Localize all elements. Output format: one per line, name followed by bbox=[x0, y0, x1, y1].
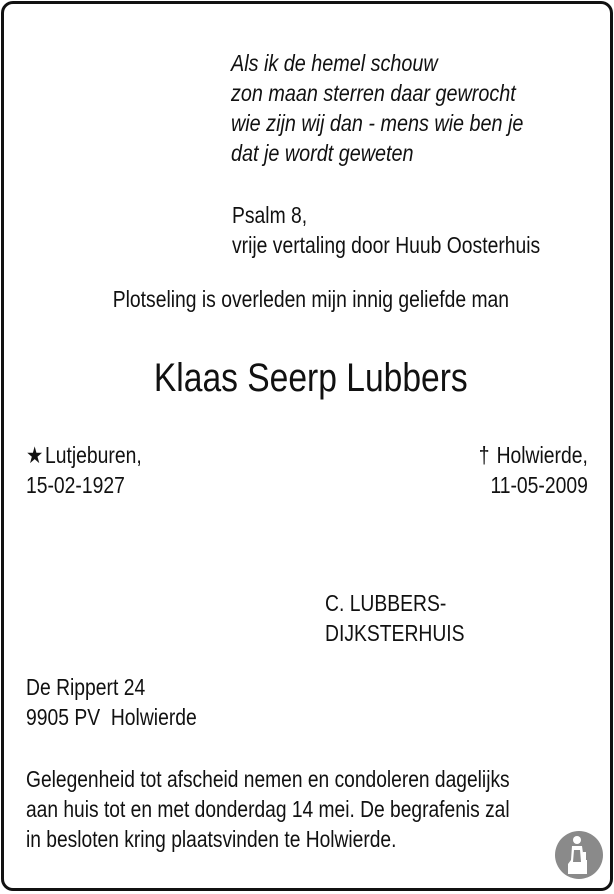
poem-line: wie zijn wij dan - mens wie ben je bbox=[231, 110, 524, 136]
closing-line: aan huis tot en met donderdag 14 mei. De begrafenis zal bbox=[26, 796, 510, 822]
birth-place: Lutjeburen, bbox=[45, 442, 142, 468]
birth-place-line bbox=[26, 440, 142, 470]
poem-line: Als ik de hemel schouw bbox=[231, 50, 438, 76]
death-place-line bbox=[479, 440, 588, 470]
death-place: Holwierde, bbox=[496, 442, 588, 468]
birth-date: 15-02-1927 bbox=[26, 472, 125, 498]
poem-source bbox=[232, 200, 599, 260]
source-line: Psalm 8, bbox=[232, 202, 308, 228]
death-info bbox=[458, 440, 588, 500]
poem-line: dat je wordt geweten bbox=[231, 140, 414, 166]
deceased-name-text: Klaas Seerp Lubbers bbox=[154, 356, 468, 400]
star-icon: ★ bbox=[26, 442, 44, 468]
publisher-logo-icon bbox=[554, 830, 604, 880]
source-line: vrije vertaling door Huub Oosterhuis bbox=[232, 232, 541, 258]
death-date: 11-05-2009 bbox=[490, 472, 588, 498]
closing-line: in besloten kring plaatsvinden te Holwierde. bbox=[26, 826, 397, 852]
closing-text bbox=[26, 764, 605, 854]
signer-line: DIJKSTERHUIS bbox=[325, 620, 465, 646]
signer-line: C. LUBBERS- bbox=[325, 590, 447, 616]
birth-info bbox=[26, 440, 164, 500]
address-line: De Rippert 24 bbox=[26, 674, 146, 700]
address-line: 9905 PV Holwierde bbox=[26, 704, 197, 730]
poem-block bbox=[231, 48, 571, 168]
intro-text bbox=[4, 284, 614, 314]
signer-block bbox=[325, 588, 491, 648]
dagger-cross-icon: † bbox=[478, 442, 490, 468]
deceased-name bbox=[4, 352, 614, 404]
address-block bbox=[26, 672, 229, 732]
intro-line: Plotseling is overleden mijn innig geliefde man bbox=[112, 286, 510, 312]
announcement-card bbox=[1, 1, 613, 891]
closing-line: Gelegenheid tot afscheid nemen en condoleren dagelijks bbox=[26, 766, 510, 792]
poem-line: zon maan sterren daar gewrocht bbox=[231, 80, 516, 106]
